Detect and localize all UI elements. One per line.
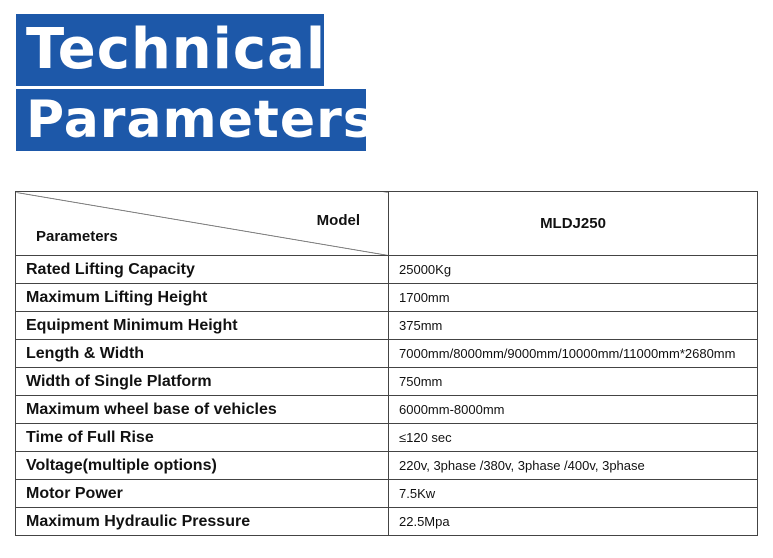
table-row	[16, 508, 758, 536]
table-row	[16, 396, 758, 424]
row-label: Length & Width	[16, 340, 389, 368]
table-row	[16, 452, 758, 480]
model-column-label: Model	[316, 212, 360, 229]
row-value: 220v, 3phase /380v, 3phase /400v, 3phase	[389, 452, 758, 480]
row-label: Voltage(multiple options)	[16, 452, 389, 480]
row-label: Maximum wheel base of vehicles	[16, 396, 389, 424]
table-row	[16, 284, 758, 312]
table-row	[16, 256, 758, 284]
row-label: Maximum Hydraulic Pressure	[16, 508, 389, 536]
row-value: 1700mm	[389, 284, 758, 312]
table-row	[16, 480, 758, 508]
row-label: Width of Single Platform	[16, 368, 389, 396]
row-label: Maximum Lifting Height	[16, 284, 389, 312]
row-value: 6000mm-8000mm	[389, 396, 758, 424]
table-row	[16, 424, 758, 452]
row-value: 750mm	[389, 368, 758, 396]
row-label: Motor Power	[16, 480, 389, 508]
row-value: 7.5Kw	[389, 480, 758, 508]
table-row	[16, 312, 758, 340]
row-value: 25000Kg	[389, 256, 758, 284]
model-name: MLDJ250	[389, 192, 758, 256]
title-banner-line2: Parameters	[16, 89, 366, 151]
row-value: 7000mm/8000mm/9000mm/10000mm/11000mm*2680mm	[389, 340, 758, 368]
title-banner-line1: Technical	[16, 14, 324, 86]
diagonal-header-cell	[16, 192, 389, 256]
row-value: 22.5Mpa	[389, 508, 758, 536]
row-value: 375mm	[389, 312, 758, 340]
row-label: Equipment Minimum Height	[16, 312, 389, 340]
row-label: Time of Full Rise	[16, 424, 389, 452]
table-row	[16, 368, 758, 396]
table-header-row	[16, 192, 758, 256]
row-value: ≤120 sec	[389, 424, 758, 452]
parameters-column-label: Parameters	[36, 228, 118, 245]
parameters-table	[15, 191, 758, 536]
table-row	[16, 340, 758, 368]
row-label: Rated Lifting Capacity	[16, 256, 389, 284]
